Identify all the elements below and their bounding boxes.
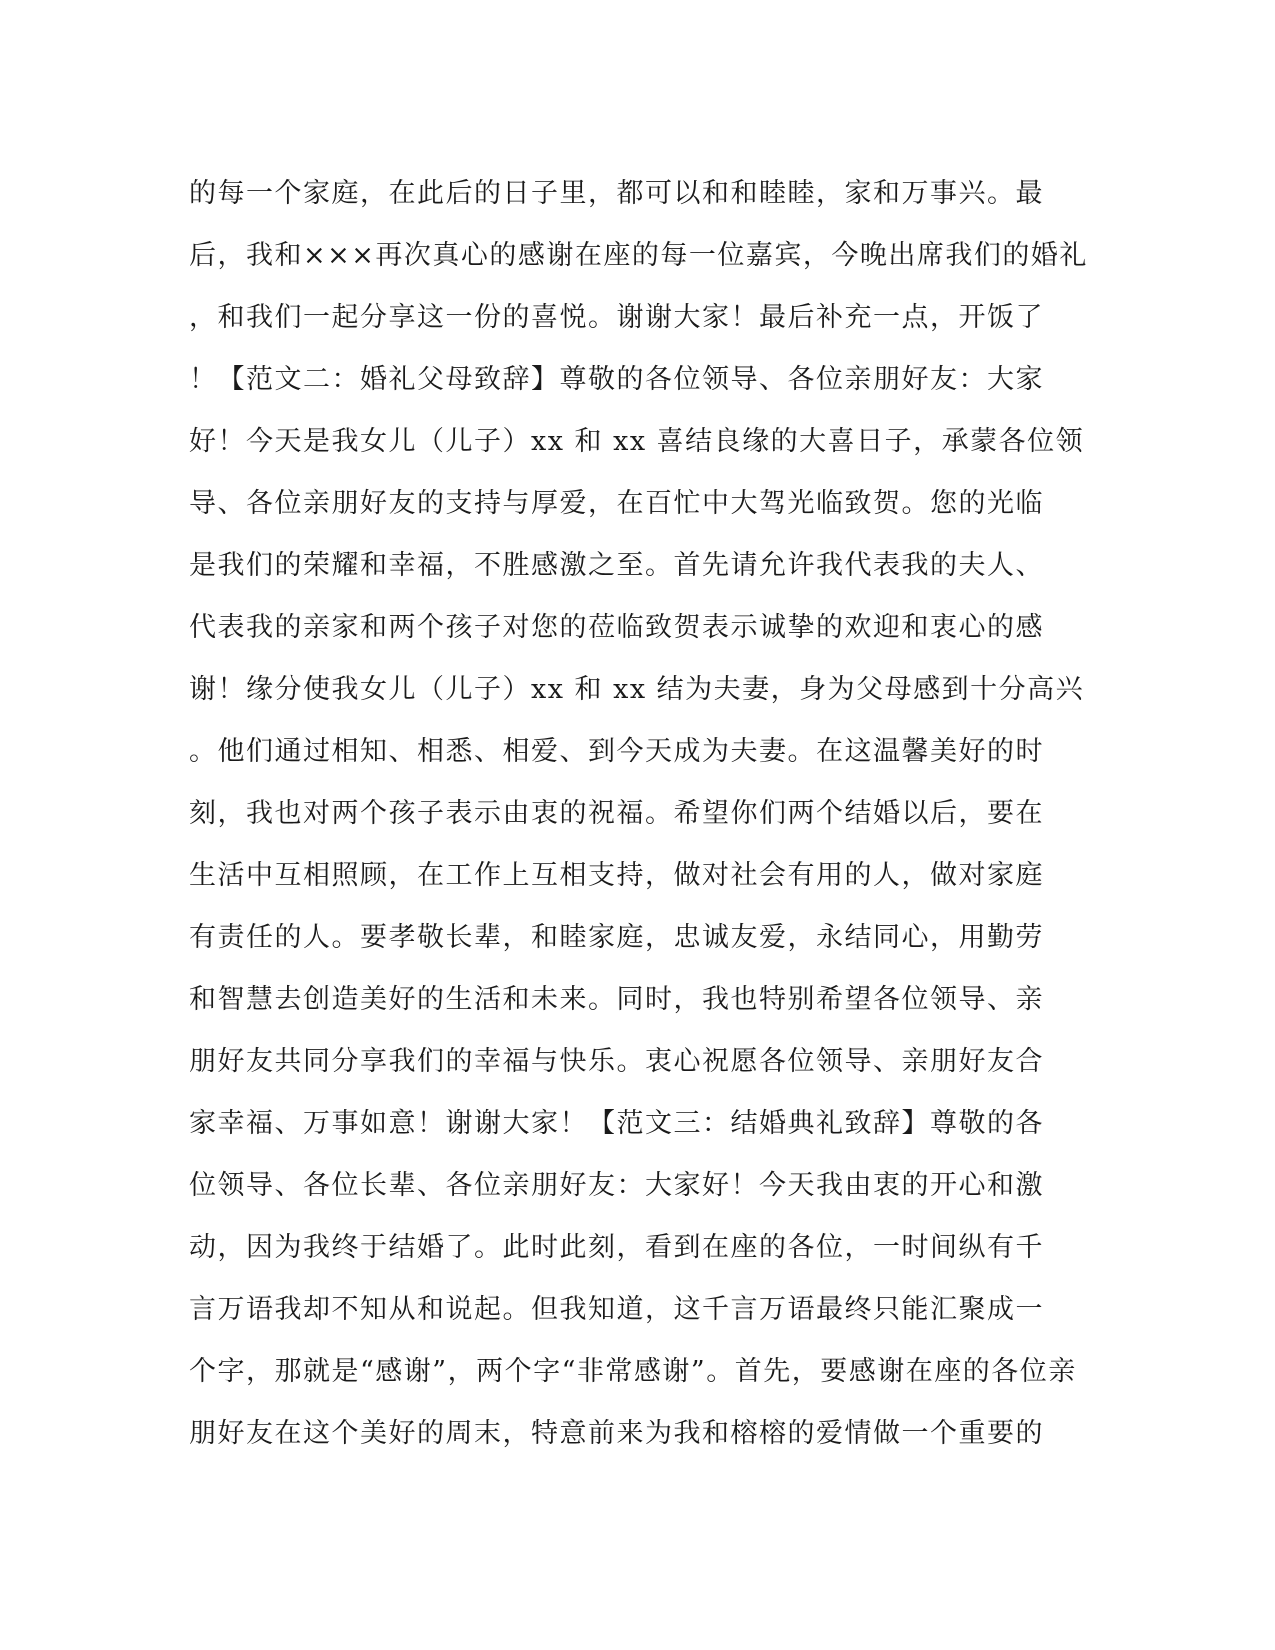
text-line: 和智慧去创造美好的生活和未来。同时，我也特别希望各位领导、亲 <box>189 984 1044 1015</box>
text-line: 有责任的人。要孝敬长辈，和睦家庭，忠诚友爱，永结同心，用勤劳 <box>189 922 1044 953</box>
text-line: 个字，那就是“感谢”，两个字“非常感谢”。首先，要感谢在座的各位亲 <box>189 1356 1077 1387</box>
text-line: 动，因为我终于结婚了。此时此刻，看到在座的各位，一时间纵有千 <box>189 1232 1044 1263</box>
text-line: ！【范文二：婚礼父母致辞】尊敬的各位领导、各位亲朋好友：大家 <box>189 364 1044 395</box>
body-text <box>189 163 1089 1465</box>
text-line: 是我们的荣耀和幸福，不胜感激之至。首先请允许我代表我的夫人、 <box>189 550 1044 581</box>
text-line: 言万语我却不知从和说起。但我知道，这千言万语最终只能汇聚成一 <box>189 1294 1044 1325</box>
text-line: 朋好友在这个美好的周末，特意前来为我和榕榕的爱情做一个重要的 <box>189 1418 1044 1449</box>
text-line: 生活中互相照顾，在工作上互相支持，做对社会有用的人，做对家庭 <box>189 860 1044 891</box>
text-line: 。他们通过相知、相悉、相爱、到今天成为夫妻。在这温馨美好的时 <box>189 736 1044 767</box>
text-line: 后，我和×××再次真心的感谢在座的每一位嘉宾，今晚出席我们的婚礼 <box>189 240 1088 271</box>
text-line: 家幸福、万事如意！谢谢大家！【范文三：结婚典礼致辞】尊敬的各 <box>189 1108 1044 1139</box>
text-line: ，和我们一起分享这一份的喜悦。谢谢大家！最后补充一点，开饭了 <box>189 302 1044 333</box>
text-line: 刻，我也对两个孩子表示由衷的祝福。希望你们两个结婚以后，要在 <box>189 798 1044 829</box>
text-line: 谢！缘分使我女儿（儿子）xx 和 xx 结为夫妻，身为父母感到十分高兴 <box>189 674 1085 705</box>
text-line: 好！今天是我女儿（儿子）xx 和 xx 喜结良缘的大喜日子，承蒙各位领 <box>189 426 1085 457</box>
text-line: 导、各位亲朋好友的支持与厚爱，在百忙中大驾光临致贺。您的光临 <box>189 488 1044 519</box>
text-line: 位领导、各位长辈、各位亲朋好友：大家好！今天我由衷的开心和激 <box>189 1170 1044 1201</box>
text-line: 朋好友共同分享我们的幸福与快乐。衷心祝愿各位领导、亲朋好友合 <box>189 1046 1044 1077</box>
text-line: 代表我的亲家和两个孩子对您的莅临致贺表示诚挚的欢迎和衷心的感 <box>189 612 1044 643</box>
text-line: 的每一个家庭，在此后的日子里，都可以和和睦睦，家和万事兴。最 <box>189 178 1044 209</box>
